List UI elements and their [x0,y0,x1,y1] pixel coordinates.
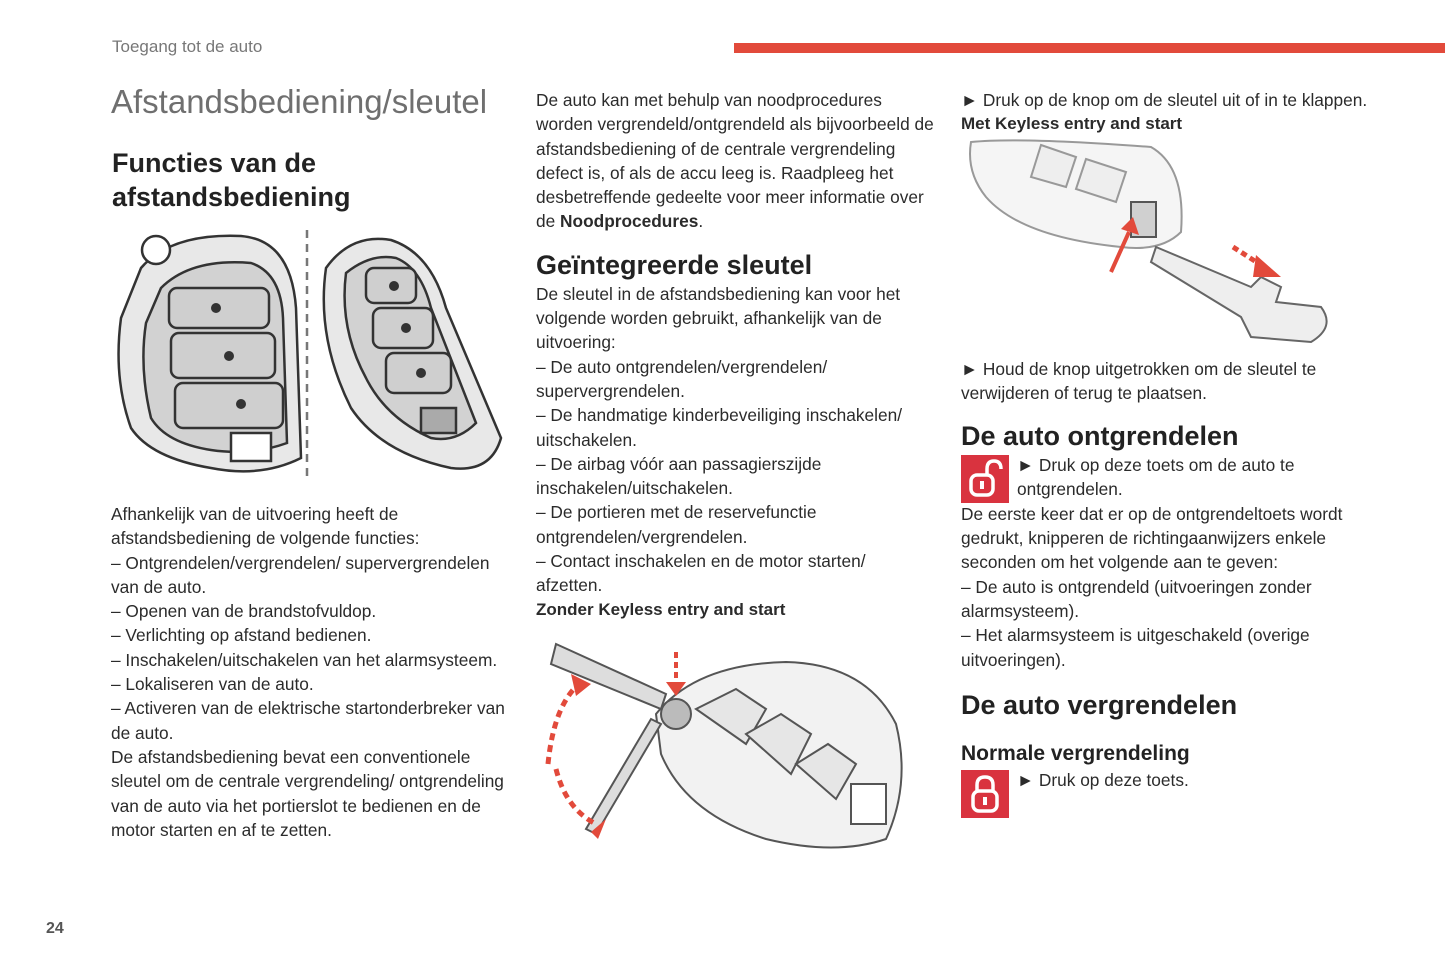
function-item: – Openen van de brandstofvuldop. [111,601,377,622]
with-keyless-label: Met Keyless entry and start [961,114,1183,134]
key-use-item: – De auto ontgrendelen/vergrendelen/ supervergrendelen. [536,356,828,401]
emergency-intro [536,88,936,234]
keyless-key-illustration [961,137,1341,347]
hold-button-instruction: ► Houd de knop uitgetrokken om de sleutel te verwijderen of terug te plaatsen. [961,358,1317,403]
page-title: Afstandsbediening/sleutel [111,83,488,120]
function-item: – Lokaliseren van de auto. [111,674,314,695]
unlock-item: – Het alarmsysteem is uitgeschakeld (overige uitvoeringen). [961,625,1310,670]
key-use-item: – De portieren met de reservefunctie ontgrendelen/vergrendelen. [536,502,817,547]
fold-key-illustration [536,634,916,864]
lock-icon [961,770,1009,818]
heading-unlock: De auto ontgrendelen [961,421,1239,452]
section-label: Toegang tot de auto [112,37,263,56]
remote-functions-outro: De afstandsbediening bevat een conventionele sleutel om de centrale vergrendeling/ ontgrendeling van de auto via het portierslot te bedienen en de motor starten en af te zetten. [111,746,504,840]
column-3 [961,88,1381,792]
key-use-item: – De handmatige kinderbeveiliging inschakelen/ uitschakelen. [536,405,903,450]
function-item: – Inschakelen/uitschakelen van het alarmsysteem. [111,649,498,670]
function-item: – Activeren van de elektrische startonderbreker van de auto. [111,698,505,743]
unlock-description: De eerste keer dat er op de ontgrendeltoets wordt gedrukt, knipperen de richtingaanwijzers enkele seconden om het volgende aan te geven: [961,503,1343,573]
without-keyless-label: Zonder Keyless entry and start [536,599,786,619]
unlock-row [961,453,1381,502]
column-1 [111,80,521,842]
page-number: 24 [46,920,64,937]
emergency-procedures-ref: Noodprocedures [560,211,699,232]
function-item: – Ontgrendelen/vergrendelen/ supervergrendelen van de auto. [111,552,490,597]
header-accent-bar [734,43,1445,53]
column-2 [536,88,936,864]
key-use-item: – Contact inschakelen en de motor starten/ afzetten. [536,551,866,596]
emergency-intro-end: . [698,211,704,232]
unlock-item: – De auto is ontgrendeld (uitvoeringen zonder alarmsysteem). [961,576,1312,621]
key-uses-intro: De sleutel in de afstandsbediening kan voor het volgende worden gebruikt, afhankelijk van de uitvoering: [536,283,901,353]
key-use-item: – De airbag vóór aan passagierszijde inschakelen/uitschakelen. [536,453,822,499]
remote-key-illustration [111,228,511,490]
press-button-instruction: ► Druk op de knop om de sleutel uit of in te klappen. [961,90,1368,110]
unlock-press-instruction: ► Druk op deze toets om de auto te ontgrendelen. [1017,455,1295,500]
lock-row [961,768,1381,792]
function-item: – Verlichting op afstand bedienen. [111,625,372,646]
remote-functions-intro: Afhankelijk van de uitvoering heeft de afstandsbediening de volgende functies: [111,504,420,549]
heading-integrated-key: Geïntegreerde sleutel [536,249,813,280]
heading-remote-functions: Functies van de afstandsbediening [112,148,351,212]
unlock-icon [961,455,1009,503]
heading-normal-lock: Normale vergrendeling [961,741,1190,765]
heading-lock: De auto vergrendelen [961,689,1238,720]
emergency-intro-text: De auto kan met behulp van noodprocedures worden vergrendeld/ontgrendeld als bijvoorbeeld de afstandsbediening of de centrale vergrendeling defect is, of als de accu leeg is. Raadpleeg het desbetreffende gedeelte voor meer informatie over de [536,90,934,232]
lock-press-instruction: ► Druk op deze toets. [1017,769,1189,790]
